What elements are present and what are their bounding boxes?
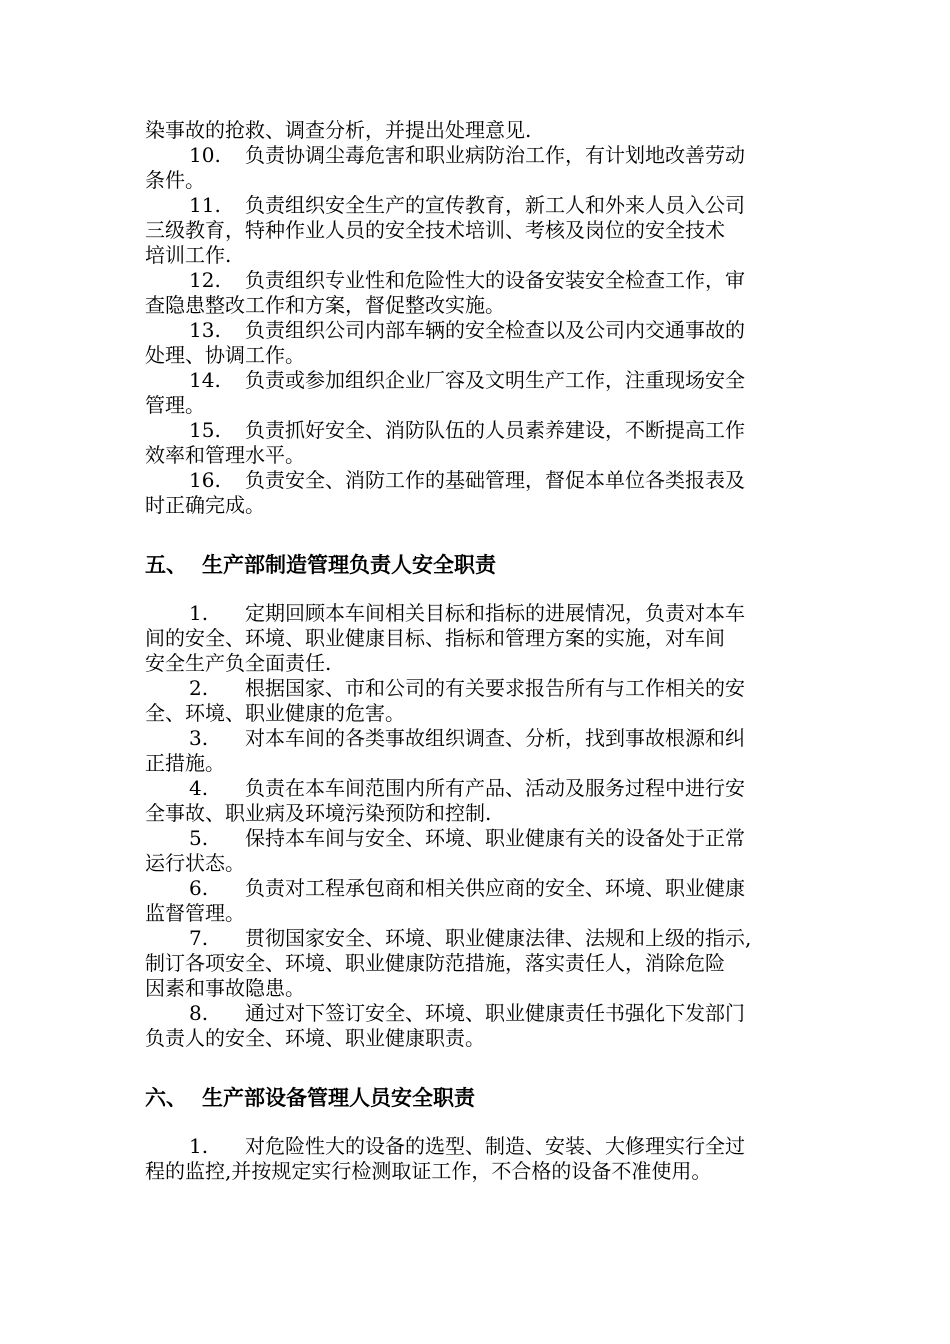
- list-item-text: 保持本车间与安全、环境、职业健康有关的设备处于正常: [245, 826, 745, 850]
- list-item-text: 负责或参加组织企业厂容及文明生产工作，注重现场安全: [245, 368, 745, 392]
- document-body: [145, 118, 810, 1184]
- list-item-text: 负责安全、消防工作的基础管理，督促本单位各类报表及: [245, 468, 745, 492]
- list-item-text: 负责在本车间范围内所有产品、活动及服务过程中进行安: [245, 776, 745, 800]
- list-item-text: 正措施。: [145, 751, 225, 775]
- list-item-text: 运行状态。: [145, 851, 245, 875]
- section-5-title: 生产部制造管理负责人安全职责: [202, 552, 496, 577]
- list-item-text: 全、环境、职业健康的危害。: [145, 701, 405, 725]
- list-item-first-line: [145, 468, 810, 493]
- list-item-text: 条件。: [145, 168, 205, 192]
- list-item-continuation-line: [145, 168, 810, 193]
- list-item-continuation-line: [145, 218, 810, 243]
- list-item-text: 处理、协调工作。: [145, 343, 305, 367]
- list-item-number: 15.: [189, 418, 221, 442]
- list-item-continuation-line: [145, 493, 810, 518]
- list-item-text: 监督管理。: [145, 901, 245, 925]
- section-6-title: 生产部设备管理人员安全职责: [202, 1085, 475, 1110]
- list-item-text: 对危险性大的设备的选型、制造、安装、大修理实行全过: [245, 1134, 745, 1158]
- list-item-first-line: [145, 826, 810, 851]
- list-item-continuation-line: [145, 976, 810, 1001]
- list-item-first-line: [145, 876, 810, 901]
- list-item-number: 3.: [189, 726, 209, 750]
- section-6-list: [145, 1134, 810, 1184]
- list-item-continuation-line: [145, 1159, 810, 1184]
- list-item-text: 定期回顾本车间相关目标和指标的进展情况，负责对本车: [245, 601, 745, 625]
- list-item-continuation-line: [145, 951, 810, 976]
- list-item-continuation-line: [145, 851, 810, 876]
- section-5-number: 五、: [145, 552, 187, 577]
- list-item-first-line: [145, 318, 810, 343]
- list-item-text: 根据国家、市和公司的有关要求报告所有与工作相关的安: [245, 676, 745, 700]
- list-item-first-line: [145, 1001, 810, 1026]
- list-item-number: 10.: [189, 143, 221, 167]
- list-item-continuation-line: [145, 343, 810, 368]
- list-item-first-line: [145, 601, 810, 626]
- list-item-first-line: [145, 418, 810, 443]
- list-item-continuation-line: [145, 443, 810, 468]
- list-item-continuation-line: [145, 701, 810, 726]
- list-item-continuation-line: [145, 243, 810, 268]
- list-item-continuation-line: [145, 801, 810, 826]
- list-item-text: 负责组织专业性和危险性大的设备安装安全检查工作，审: [245, 268, 745, 292]
- list-item-text: 三级教育，特种作业人员的安全技术培训、考核及岗位的安全技术: [145, 218, 725, 242]
- list-item-first-line: [145, 726, 810, 751]
- list-item-number: 11.: [189, 193, 221, 217]
- list-item-text: 程的监控,并按规定实行检测取证工作，不合格的设备不准使用。: [145, 1159, 712, 1183]
- list-item-number: 12.: [189, 268, 221, 292]
- section-4-list: [145, 143, 810, 518]
- list-item-first-line: [145, 193, 810, 218]
- list-item-number: 13.: [189, 318, 221, 342]
- list-item-continuation-line: [145, 751, 810, 776]
- list-item-continuation-line: [145, 901, 810, 926]
- list-item-number: 8.: [189, 1001, 209, 1025]
- list-item-text: 因素和事故隐患。: [145, 976, 305, 1000]
- list-item-text: 负责人的安全、环境、职业健康职责。: [145, 1026, 485, 1050]
- list-item-text: 间的安全、环境、职业健康目标、指标和管理方案的实施，对车间: [145, 626, 725, 650]
- list-item-text: 管理。: [145, 393, 205, 417]
- list-item-text: 查隐患整改工作和方案，督促整改实施。: [145, 293, 505, 317]
- list-item-number: 2.: [189, 676, 209, 700]
- list-item-text: 贯彻国家安全、环境、职业健康法律、法规和上级的指示,: [245, 926, 752, 950]
- list-item-continuation-line: [145, 626, 810, 651]
- section-5-heading: [145, 551, 810, 579]
- list-item-continuation-line: [145, 1026, 810, 1051]
- list-item-text: 负责抓好安全、消防队伍的人员素养建设，不断提高工作: [245, 418, 745, 442]
- list-item-continuation-line: [145, 393, 810, 418]
- list-item-text: 培训工作.: [145, 243, 232, 267]
- list-item-first-line: [145, 926, 810, 951]
- list-item-number: 16.: [189, 468, 221, 492]
- list-item-first-line: [145, 268, 810, 293]
- list-item-text: 负责协调尘毒危害和职业病防治工作，有计划地改善劳动: [245, 143, 745, 167]
- list-item-number: 1.: [189, 601, 209, 625]
- list-item-number: 5.: [189, 826, 209, 850]
- list-item-number: 7.: [189, 926, 209, 950]
- list-item-number: 1.: [189, 1134, 209, 1158]
- continuation-line: 染事故的抢救、调查分析，并提出处理意见.: [145, 118, 532, 142]
- list-item-first-line: [145, 1134, 810, 1159]
- list-item-number: 14.: [189, 368, 221, 392]
- section-6-heading: [145, 1084, 810, 1112]
- list-item-first-line: [145, 368, 810, 393]
- list-item-number: 6.: [189, 876, 209, 900]
- list-item-number: 4.: [189, 776, 209, 800]
- section-5-list: [145, 601, 810, 1051]
- list-item-first-line: [145, 143, 810, 168]
- list-item-text: 通过对下签订安全、环境、职业健康责任书强化下发部门: [245, 1001, 745, 1025]
- list-item-text: 负责组织安全生产的宣传教育，新工人和外来人员入公司: [245, 193, 745, 217]
- list-item-text: 全事故、职业病及环境污染预防和控制.: [145, 801, 492, 825]
- list-item-continuation-line: [145, 293, 810, 318]
- list-item-text: 安全生产负全面责任.: [145, 651, 332, 675]
- list-item-text: 负责对工程承包商和相关供应商的安全、环境、职业健康: [245, 876, 745, 900]
- list-item-continuation-line: [145, 651, 810, 676]
- list-item-text: 负责组织公司内部车辆的安全检查以及公司内交通事故的: [245, 318, 745, 342]
- list-item-text: 对本车间的各类事故组织调查、分析，找到事故根源和纠: [245, 726, 745, 750]
- section-6-number: 六、: [145, 1085, 187, 1110]
- list-item-first-line: [145, 776, 810, 801]
- list-item-first-line: [145, 676, 810, 701]
- list-item-text: 效率和管理水平。: [145, 443, 305, 467]
- list-item-text: 时正确完成。: [145, 493, 265, 517]
- list-item-text: 制订各项安全、环境、职业健康防范措施，落实责任人，消除危险: [145, 951, 725, 975]
